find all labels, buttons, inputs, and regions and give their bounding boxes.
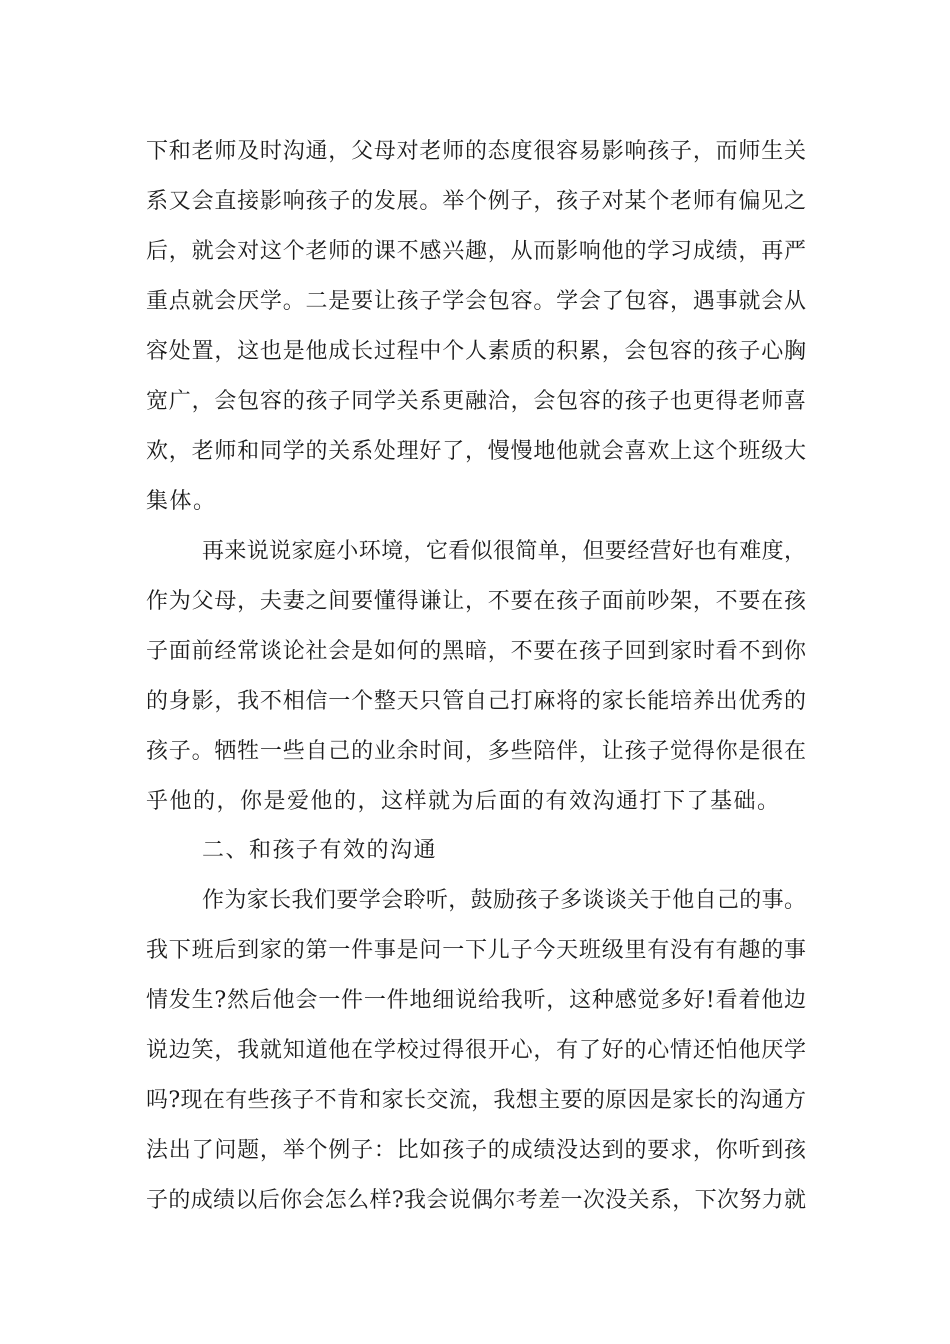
text-line: 欢，老师和同学的关系处理好了，慢慢地他就会喜欢上这个班级大: [146, 439, 806, 464]
text-line: 子的成绩以后你会怎么样?我会说偶尔考差一次没关系，下次努力就: [146, 1188, 806, 1213]
text-line: 后，就会对这个老师的课不感兴趣，从而影响他的学习成绩，再严: [146, 239, 806, 264]
text-line: 集体。: [146, 489, 217, 514]
text-line: 的身影，我不相信一个整天只管自己打麻将的家长能培养出优秀的: [146, 689, 806, 714]
text-line: 我下班后到家的第一件事是问一下儿子今天班级里有没有有趣的事: [146, 938, 806, 963]
paragraph-first-line: 再来说说家庭小环境，它看似很简单，但要经营好也有难度，: [202, 539, 806, 564]
text-line: 下和老师及时沟通，父母对老师的态度很容易影响孩子，而师生关: [146, 139, 806, 164]
text-line: 重点就会厌学。二是要让孩子学会包容。学会了包容，遇事就会从: [146, 289, 806, 314]
text-line: 乎他的，你是爱他的，这样就为后面的有效沟通打下了基础。: [146, 789, 781, 814]
paragraph-first-line: 作为家长我们要学会聆听，鼓励孩子多谈谈关于他自己的事。: [202, 888, 806, 913]
text-line: 说边笑，我就知道他在学校过得很开心，有了好的心情还怕他厌学: [146, 1038, 806, 1063]
text-line: 作为父母，夫妻之间要懂得谦让，不要在孩子面前吵架，不要在孩: [146, 589, 806, 614]
text-line: 宽广，会包容的孩子同学关系更融洽，会包容的孩子也更得老师喜: [146, 389, 806, 414]
text-line: 系又会直接影响孩子的发展。举个例子，孩子对某个老师有偏见之: [146, 189, 806, 214]
section-heading: 二、和孩子有效的沟通: [202, 838, 438, 863]
text-line: 情发生?然后他会一件一件地细说给我听，这种感觉多好!看着他边: [146, 988, 806, 1013]
text-line: 子面前经常谈论社会是如何的黑暗，不要在孩子回到家时看不到你: [146, 639, 806, 664]
text-line: 吗?现在有些孩子不肯和家长交流，我想主要的原因是家长的沟通方: [146, 1088, 806, 1113]
text-line: 孩子。牺牲一些自己的业余时间，多些陪伴，让孩子觉得你是很在: [146, 739, 806, 764]
text-line: 容处置，这也是他成长过程中个人素质的积累，会包容的孩子心胸: [146, 339, 806, 364]
text-line: 法出了问题，举个例子：比如孩子的成绩没达到的要求，你听到孩: [146, 1138, 806, 1163]
